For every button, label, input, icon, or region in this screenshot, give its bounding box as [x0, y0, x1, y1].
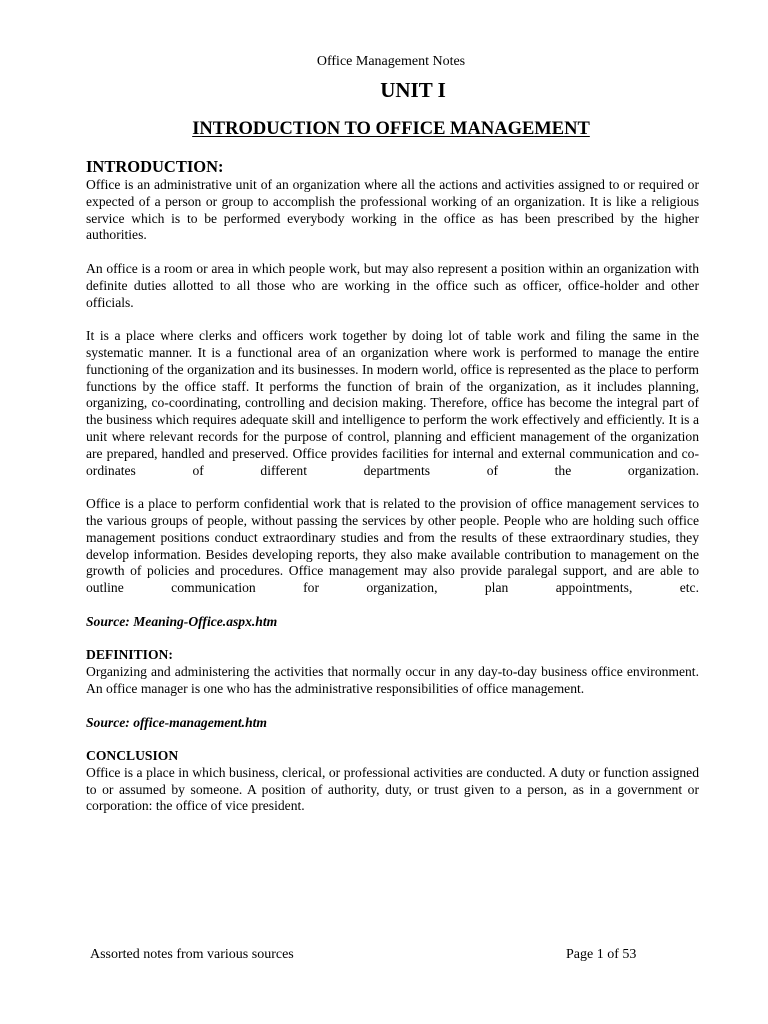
introduction-paragraph-3: It is a place where clerks and officers work together by doing lot of table work and filing the same in the systematic manner. It is a functional area of an organization where work is performed to manage the entire functioning of the organization and its businesses. In modern world, office is represented as the place to perform functions by the office staff. It performs the function of brain of the organization, as it includes planning, organizing, co-coordinating, controlling and decision making. Therefore, office has become the integral part of the business which requires adequate skill and intelligence to perform the work effectively and efficiently. It is a unit where relevant records for the purpose of control, planning and efficient management of the organization are prepared, handled and preserved. Office provides facilities for internal and external communication and co-ordinates of different departments of the organization.	[86, 328, 699, 478]
definition-paragraph: Organizing and administering the activities that normally occur in any day-to-day business office environment. An office manager is one who has the administrative responsibilities of office management.	[86, 664, 699, 696]
introduction-paragraph-4: Office is a place to perform confidential work that is related to the provision of office management services to the various groups of people, without passing the services by other people. People who are holding such office management positions conduct extraordinary studies and from the results of these extraordinary studies, they develop information. Besides developing reports, they also make available contribution to management on the growth of policies and procedures. Office management may also provide paralegal support, and are able to outline communication for organization, plan appointments, etc.	[86, 496, 699, 596]
running-head: Office Management Notes	[316, 54, 466, 69]
definition-heading: DEFINITION:	[86, 647, 173, 663]
page-number: Page 1 of 53	[566, 947, 637, 962]
introduction-paragraph-1: Office is an administrative unit of an organization where all the actions and activities assigned to or required or expected of a person or group to accomplish the professional working of an organization. It is like a religious service which is to be performed everybody working in the office as has been prescribed by the higher authorities.	[86, 177, 699, 243]
document-body	[86, 157, 699, 832]
introduction-source: Source: Meaning-Office.aspx.htm	[86, 613, 278, 629]
page-title: INTRODUCTION TO OFFICE MANAGEMENT	[192, 119, 590, 139]
conclusion-section	[86, 748, 699, 815]
conclusion-paragraph: Office is a place in which business, clerical, or professional activities are conducted. A duty or function assigned to or assumed by someone. A position of authority, duty, or trust given to a person, as in a government or corporation: the office of vice president.	[86, 764, 699, 814]
definition-source: Source: office-management.htm	[86, 714, 267, 730]
definition-section	[86, 647, 699, 731]
unit-title: UNIT I	[380, 78, 446, 102]
introduction-section	[86, 157, 699, 631]
footer-note: Assorted notes from various sources	[90, 947, 294, 962]
introduction-paragraph-2: An office is a room or area in which people work, but may also represent a position within an organization with definite duties allotted to all those who are working in the office such as officer, office-holder and other officials.	[86, 260, 699, 310]
introduction-heading: INTRODUCTION:	[86, 157, 224, 176]
conclusion-heading: CONCLUSION	[86, 748, 179, 764]
